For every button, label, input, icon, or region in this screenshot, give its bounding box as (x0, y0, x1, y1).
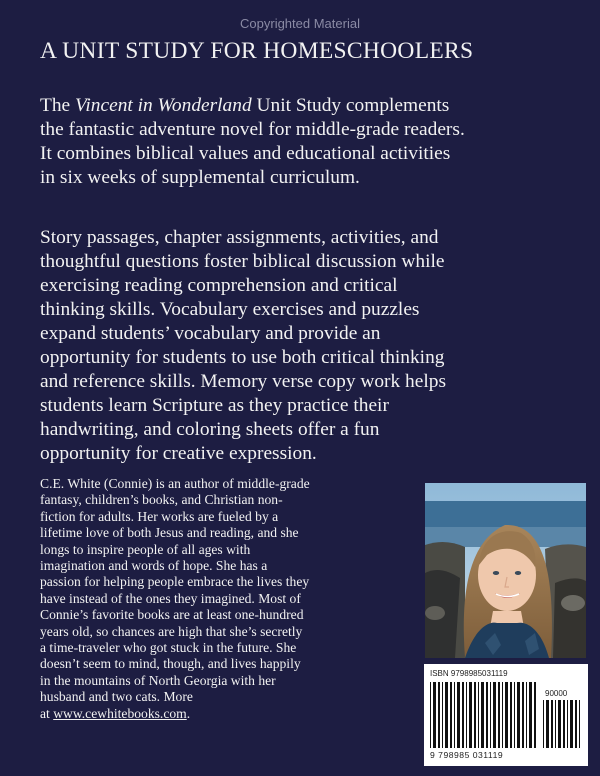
bio-line: have instead of the ones they imagined. Most of (40, 590, 301, 606)
author-bio (40, 476, 420, 722)
barcode-bar (563, 700, 565, 748)
barcode-bar (433, 682, 436, 748)
barcode-bar (490, 682, 491, 748)
bio-last-prefix: at (40, 705, 54, 721)
bio-last-suffix: . (186, 705, 191, 721)
barcode-bar (442, 682, 443, 748)
bio-line: imagination and words of hope. She has a (40, 558, 268, 574)
price-addon-barcode (543, 700, 581, 748)
bio-line: lifetime love of both Jesus and reading, and she (40, 525, 299, 541)
barcode-digits: 9 798985 031119 (430, 750, 504, 760)
bio-line: years old, so chances are high that she’s secretly (40, 623, 303, 639)
barcode-bar (551, 700, 553, 748)
author-photo-illustration (425, 483, 586, 658)
description-line: thinking skills. Vocabulary exercises and puzzles (40, 299, 420, 320)
description-line: expand students’ vocabulary and provide an (40, 323, 381, 344)
intro-paragraph (40, 94, 600, 190)
barcode-bar (529, 682, 532, 748)
barcode-bar (555, 700, 556, 748)
barcode-bar (454, 682, 455, 748)
bio-line: a time-traveler who got stuck in the future. She (40, 640, 297, 656)
description-line: thoughtful questions foster biblical discussion while (40, 251, 445, 272)
barcode-bar (466, 682, 467, 748)
barcode-bar (579, 700, 580, 748)
bio-line: longs to inspire people of all ages with (40, 541, 251, 557)
bio-line: passion for helping people embrace the lives they (40, 574, 310, 590)
barcode-bar (493, 682, 496, 748)
barcode-bar (514, 682, 515, 748)
description-line: Story passages, chapter assignments, activities, and (40, 227, 439, 248)
barcode-bar (486, 682, 488, 748)
intro-line-1-rest: Unit Study complements (251, 95, 450, 116)
bio-line: C.E. White (Connie) is an author of middle-grade (40, 476, 310, 491)
copyright-watermark: Copyrighted Material (240, 16, 360, 31)
barcode-bar (462, 682, 464, 748)
description-paragraph (40, 226, 600, 466)
barcode-bar (510, 682, 512, 748)
barcode-bar (438, 682, 440, 748)
barcode-bar (502, 682, 503, 748)
author-website-link[interactable]: www.cewhitebooks.com (53, 705, 187, 721)
headline: A UNIT STUDY FOR HOMESCHOOLERS (40, 38, 474, 64)
intro-line-1 (40, 94, 600, 118)
book-title: Vincent in Wonderland (75, 95, 252, 116)
description-line: opportunity for students to use both critical thinking (40, 347, 445, 368)
isbn-barcode-box (424, 664, 588, 766)
barcode-bar (478, 682, 479, 748)
bio-line: Connie’s favorite books are at least one-hundred (40, 607, 304, 623)
barcode-bar (469, 682, 472, 748)
isbn-label: ISBN 9798985031119 (430, 669, 508, 678)
barcode-bar (430, 682, 431, 748)
description-line: and reference skills. Memory verse copy work helps (40, 371, 446, 392)
description-line: students learn Scripture as they practice their (40, 395, 389, 416)
barcode-bar (526, 682, 527, 748)
intro-line-2: the fantastic adventure novel for middle-grade readers. (40, 119, 465, 140)
description-line: handwriting, and coloring sheets offer a fun (40, 419, 380, 440)
barcode-bar (522, 682, 524, 748)
barcode-bar (498, 682, 500, 748)
barcode-bar (570, 700, 573, 748)
bio-line: husband and two cats. More (40, 689, 193, 705)
barcode-bar (505, 682, 508, 748)
barcode-bar (481, 682, 484, 748)
barcode-bar (543, 700, 544, 748)
barcode-bar (534, 682, 536, 748)
barcode-bar (445, 682, 448, 748)
barcode-bar (457, 682, 460, 748)
intro-line-3: It combines biblical values and educational activities (40, 143, 451, 164)
barcode-bar (450, 682, 452, 748)
author-photo (425, 483, 586, 658)
ean-barcode (430, 682, 536, 748)
description-line: exercising reading comprehension and critical (40, 275, 398, 296)
price-code: 90000 (545, 689, 568, 698)
barcode-bar (517, 682, 520, 748)
bio-line: in the mountains of North Georgia with her (40, 672, 276, 688)
intro-line-4: in six weeks of supplemental curriculum. (40, 167, 360, 188)
intro-lead: The (40, 95, 75, 116)
barcode-bar (567, 700, 568, 748)
barcode-bar (575, 700, 577, 748)
bio-last-line (40, 706, 420, 722)
bio-line: doesn’t seem to mind, though, and lives happily (40, 656, 301, 672)
barcode-bar (558, 700, 561, 748)
description-line: opportunity for creative expression. (40, 443, 317, 464)
barcode-bar (474, 682, 476, 748)
barcode-bar (546, 700, 549, 748)
bio-line: fiction for adults. Her works are fueled by a (40, 508, 279, 524)
bio-line: fantasy, children’s books, and Christian non- (40, 492, 283, 508)
